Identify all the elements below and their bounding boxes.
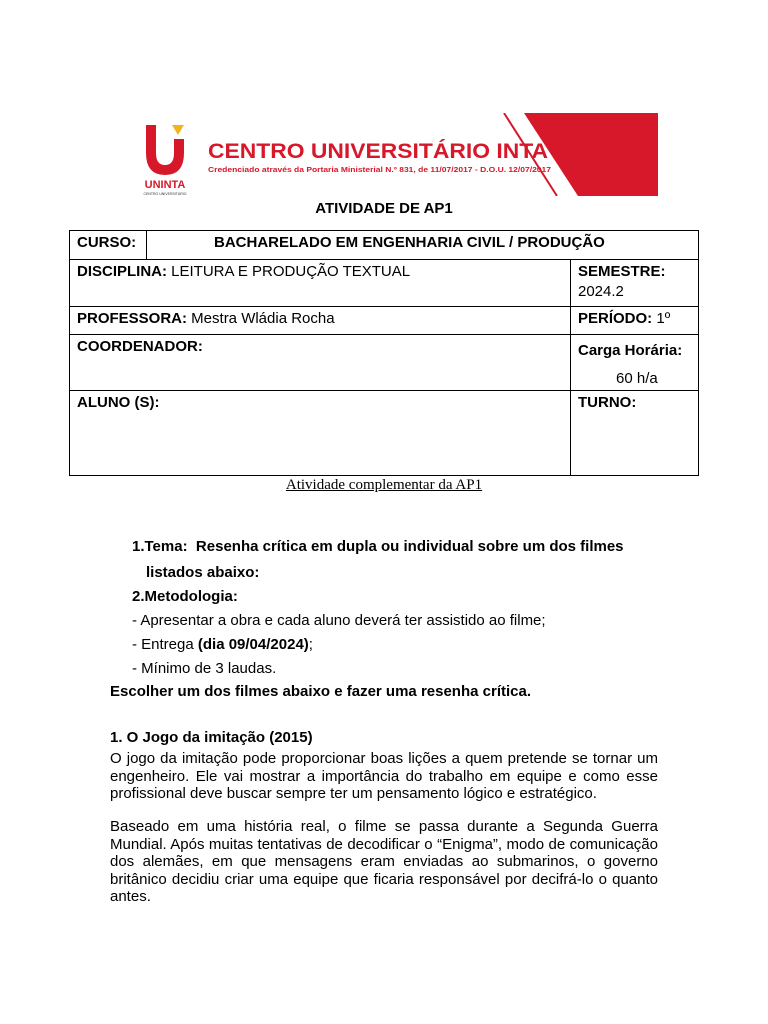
periodo-cell bbox=[571, 307, 699, 335]
disciplina-value: LEITURA E PRODUÇÃO TEXTUAL bbox=[167, 263, 411, 280]
aluno-label: ALUNO (S): bbox=[70, 391, 571, 476]
metodologia-label: 2.Metodologia: bbox=[132, 588, 238, 605]
document-title: ATIVIDADE DE AP1 bbox=[315, 200, 453, 217]
periodo-label: PERÍODO: bbox=[578, 310, 653, 327]
item2-prefix: - Entrega bbox=[132, 636, 198, 653]
carga-value: 60 h/a bbox=[616, 370, 658, 387]
logo-text: UNINTA bbox=[144, 179, 186, 191]
item2-date: (dia 09/04/2024) bbox=[197, 636, 309, 653]
curso-label: CURSO: bbox=[70, 231, 147, 260]
disciplina-cell bbox=[70, 260, 571, 307]
metodologia-item-3: - Mínimo de 3 laudas. bbox=[132, 660, 277, 677]
escolher-instruction: Escolher um dos filmes abaixo e fazer uma resenha crítica. bbox=[110, 683, 532, 700]
semestre-label: SEMESTRE: bbox=[578, 263, 666, 280]
carga-label: Carga Horária: bbox=[578, 342, 683, 359]
film-1-heading: 1. O Jogo da imitação (2015) bbox=[110, 729, 313, 746]
tema-line bbox=[132, 538, 624, 555]
coordenador-label: COORDENADOR: bbox=[70, 335, 571, 391]
semestre-cell bbox=[571, 260, 699, 307]
curso-value: BACHARELADO EM ENGENHARIA CIVIL / PRODUÇÃO bbox=[147, 231, 699, 260]
metodologia-item-2 bbox=[132, 636, 313, 653]
professora-value: Mestra Wládia Rocha bbox=[187, 310, 335, 327]
header-banner bbox=[132, 113, 658, 196]
tema-text: Resenha crítica em dupla ou individual sobre um dos filmes bbox=[195, 538, 624, 555]
tema-text-cont: listados abaixo: bbox=[146, 564, 260, 581]
disciplina-label: DISCIPLINA: bbox=[77, 263, 167, 280]
course-info-table bbox=[69, 230, 699, 476]
logo-subtext: CENTRO UNIVERSITÁRIO bbox=[143, 192, 187, 196]
professora-label: PROFESSORA: bbox=[77, 310, 188, 327]
film-1-paragraph-1: O jogo da imitação pode proporcionar boas lições a quem pretende se tornar um engenheiro. Ele vai mostrar a importância do trabalho em equipe e como esse profissional deve buscar sempre ter um pensamento lógico e estratégico. bbox=[110, 750, 658, 802]
caption-text: Atividade complementar da AP1 bbox=[285, 477, 483, 493]
semestre-value: 2024.2 bbox=[578, 283, 624, 300]
header-graphic bbox=[132, 113, 658, 196]
item2-suffix: ; bbox=[308, 636, 313, 653]
professora-cell bbox=[70, 307, 571, 335]
film-1-paragraph-2: Baseado em uma história real, o filme se passa durante a Segunda Guerra Mundial. Após muitas tentativas de decodificar o “Enigma”, modo de comunicação dos alemães, em que mensagens eram enviadas ao submarinos, o governo britânico decidiu criar uma equipe que ficaria responsável por decifrá-lo o quanto antes. bbox=[110, 818, 658, 905]
uninta-logo-icon bbox=[146, 125, 184, 175]
periodo-value: 1º bbox=[652, 310, 671, 327]
institution-name: CENTRO UNIVERSITÁRIO INTA bbox=[208, 140, 548, 163]
turno-label: TURNO: bbox=[571, 391, 699, 476]
activity-caption bbox=[0, 477, 768, 494]
metodologia-item-1: - Apresentar a obra e cada aluno deverá ter assistido ao filme; bbox=[132, 612, 546, 629]
carga-cell bbox=[571, 335, 699, 391]
accreditation-text: Credenciado através da Portaria Ministerial N.º 831, de 11/07/2017 - D.O.U. 12/07/2017 bbox=[208, 167, 552, 174]
tema-label: 1.Tema: bbox=[132, 538, 188, 555]
